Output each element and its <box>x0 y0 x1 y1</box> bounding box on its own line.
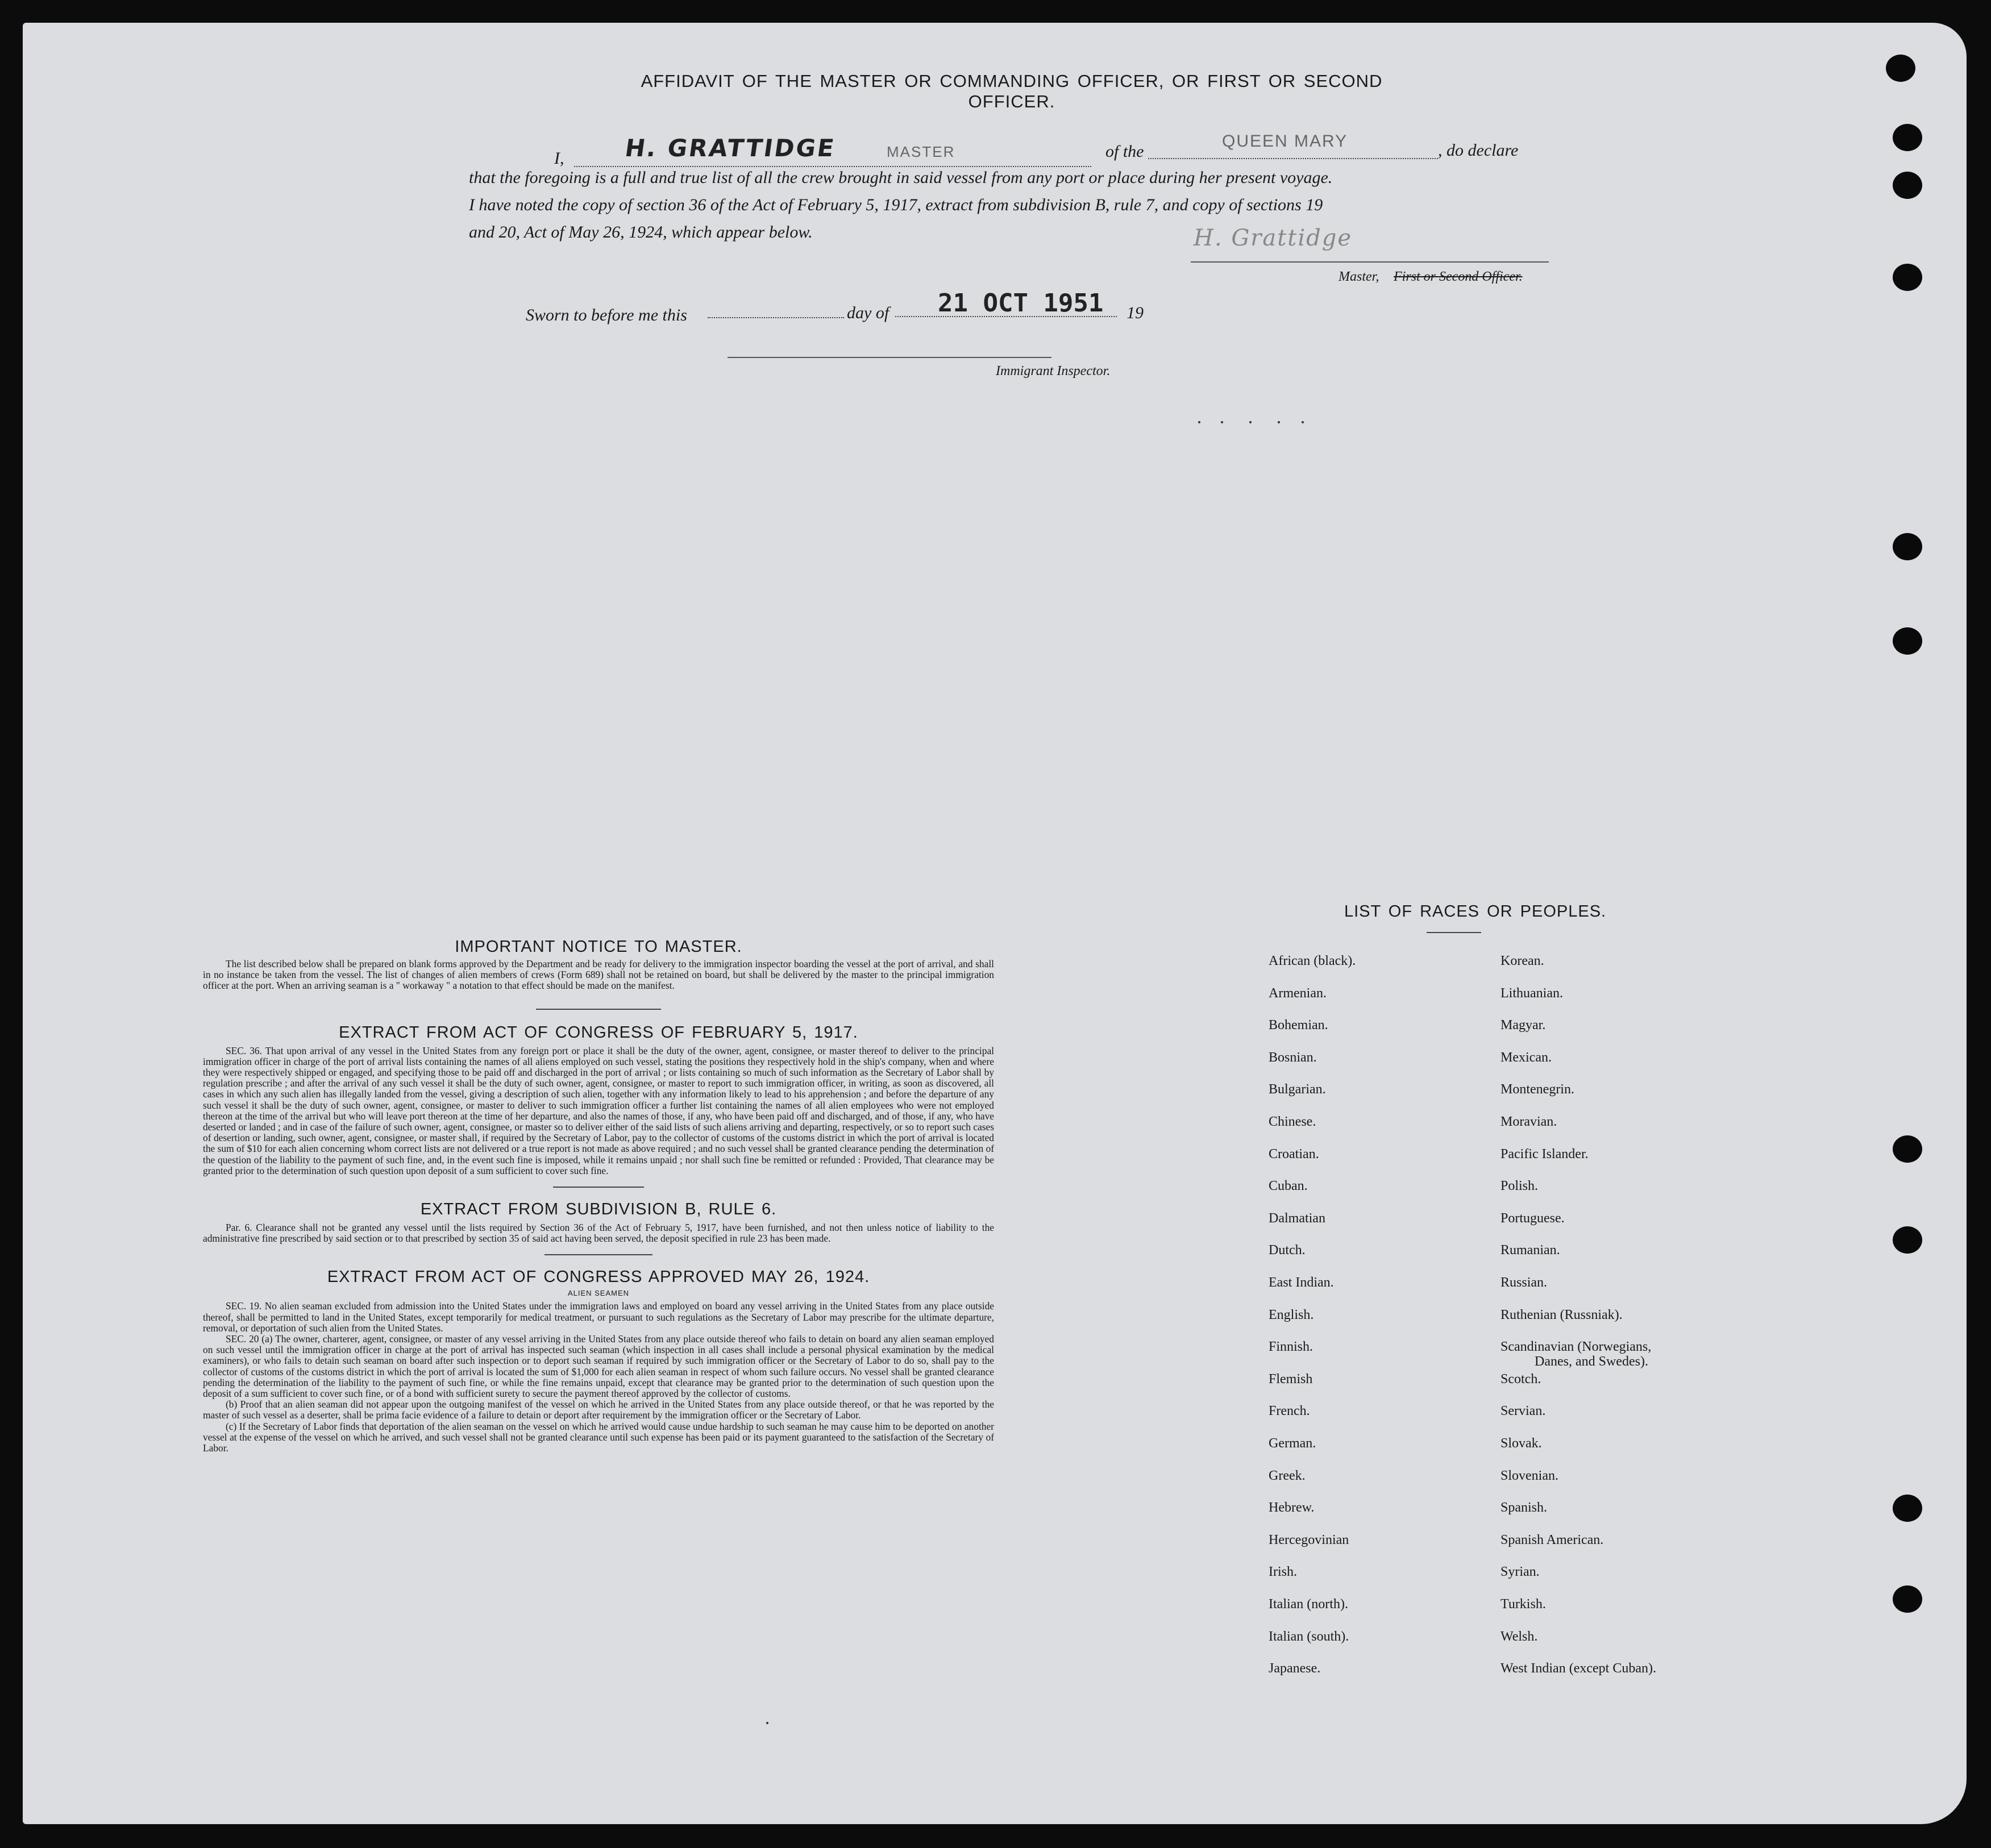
extract-1917-text <box>203 1046 994 1176</box>
race-item: Slovak. <box>1500 1436 1542 1451</box>
race-item: Bohemian. <box>1269 1018 1328 1033</box>
race-item: Scotch. <box>1500 1371 1541 1387</box>
section-19-text <box>203 1301 994 1334</box>
race-item: Spanish. <box>1500 1500 1548 1516</box>
punch-hole <box>1893 627 1922 655</box>
affidavit-title: AFFIDAVIT OF THE MASTER OR COMMANDING OFFICER, OR FIRST OR SECOND OFFICER. <box>641 71 1383 111</box>
do-declare-label: , do declare <box>1438 141 1519 160</box>
race-item: Pacific Islander. <box>1500 1146 1589 1162</box>
punch-hole <box>1886 55 1915 82</box>
punch-hole <box>1893 1226 1922 1254</box>
punch-hole <box>1893 1495 1922 1522</box>
race-item: Hebrew. <box>1269 1500 1315 1516</box>
race-item: African (black). <box>1269 954 1356 968</box>
inspector-label: Immigrant Inspector. <box>996 364 1111 378</box>
races-title: LIST OF RACES OR PEOPLES. <box>1344 902 1607 921</box>
race-item: Bosnian. <box>1269 1050 1317 1065</box>
race-item: Bulgarian. <box>1269 1082 1326 1097</box>
race-item: Korean. <box>1500 954 1544 968</box>
day-of-label: day of <box>847 303 889 322</box>
section-20a-body: SEC. 20 (a) The owner, charterer, agent, consignee, or master of any vessel arriving in the United States from any place outside thereof who fails to detain on board any alien seaman employed on such vessel until the immigration officer in charge at the port of arrival has inspected such seaman (which inspection in all cases shall include a personal physical examination by the medical examiners), or who fails to detain such seaman on board after such inspection or to deport such seaman if required by such immigration officer or the Secretary of Labor to do so, shall pay to the collector of customs of the customs district in which the port of arrival is located the sum of $1,000 for each alien seaman in respect of whom such failure occurs. No vessel shall be granted clearance pending the determination of the liability to the payment of such fine, or while the fine remains unpaid, except that clearance may be granted prior to the determination of such question upon the deposit of a sum sufficient to cover such fine, or of a bond with sufficient surety to secure the payment thereof approved by the collector of customs. <box>203 1333 994 1400</box>
affidavit-line-2: that the foregoing is a full and true list of all the crew brought in said vessel from any port or place during her present voyage. <box>469 168 1333 187</box>
race-item: Portuguese. <box>1500 1210 1565 1226</box>
race-item: Turkish. <box>1500 1597 1546 1612</box>
race-item: Italian (north). <box>1269 1597 1348 1612</box>
race-item: Magyar. <box>1500 1018 1546 1033</box>
extract-rule-6-title: EXTRACT FROM SUBDIVISION B, RULE 6. <box>420 1200 777 1219</box>
struck-officer-label: First or Second Officer. <box>1394 269 1523 284</box>
divider <box>536 1009 661 1010</box>
race-item-continuation: Danes, and Swedes). <box>1535 1354 1648 1370</box>
race-item: Flemish <box>1269 1371 1313 1387</box>
notice-title: IMPORTANT NOTICE TO MASTER. <box>455 938 742 956</box>
extract-1917-title: EXTRACT FROM ACT OF CONGRESS OF FEBRUARY 5, 1917. <box>339 1023 858 1042</box>
race-item: Dutch. <box>1269 1243 1306 1258</box>
vessel-line <box>1148 151 1438 159</box>
punch-hole <box>1893 1135 1922 1163</box>
race-item: Scandinavian (Norwegians, <box>1500 1339 1652 1355</box>
master-signature: H. Grattidge <box>1194 225 1353 251</box>
race-item: Mexican. <box>1500 1050 1552 1065</box>
race-item: Lithuanian. <box>1500 985 1563 1001</box>
race-item: Montenegrin. <box>1500 1082 1574 1097</box>
section-20a-text <box>203 1334 994 1399</box>
notice-text <box>203 959 994 992</box>
race-item: Irish. <box>1269 1564 1297 1580</box>
speck <box>1302 421 1304 423</box>
punch-hole <box>1893 1585 1922 1613</box>
vessel-name: QUEEN MARY <box>1222 132 1348 151</box>
race-item: Slovenian. <box>1500 1468 1558 1483</box>
race-item: Chinese. <box>1269 1114 1316 1129</box>
signature-line <box>1191 261 1549 263</box>
section-20b-text <box>203 1399 994 1421</box>
rank-stamp: MASTER <box>887 143 955 160</box>
race-item: Japanese. <box>1269 1661 1321 1676</box>
section-20c-body: (c) If the Secretary of Labor finds that deportation of the alien seaman on the vessel on which he arrived would cause undue hardship to such seaman he may cause him to be deported on another vessel at the expense of the vessel on which he arrived, and such vessel shall not be granted clearance until such expense has been paid or its payment guaranteed to the satisfaction of the Secretary of Labor. <box>203 1420 994 1454</box>
race-item: Moravian. <box>1500 1114 1557 1129</box>
speck <box>1198 421 1200 423</box>
race-item: Finnish. <box>1269 1339 1314 1355</box>
race-item: Dalmatian <box>1269 1210 1325 1226</box>
race-item: East Indian. <box>1269 1275 1334 1290</box>
notices-column <box>203 938 994 1454</box>
affidavit-line-3: I have noted the copy of section 36 of the Act of February 5, 1917, extract from subdivision B, rule 7, and copy of sections 19 <box>469 195 1323 214</box>
race-item: Croatian. <box>1269 1146 1319 1162</box>
race-item: Ruthenian (Russniak). <box>1500 1307 1623 1322</box>
punch-hole <box>1893 264 1922 291</box>
speck <box>1249 421 1252 423</box>
alien-seamen-subtitle: ALIEN SEAMEN <box>567 1289 630 1298</box>
sworn-day-line <box>708 310 844 318</box>
race-item: Greek. <box>1269 1468 1306 1483</box>
i-label: I, <box>554 149 564 168</box>
race-item: Polish. <box>1500 1179 1539 1194</box>
race-item: Rumanian. <box>1500 1243 1560 1258</box>
date-stamp: 21 OCT 1951 <box>938 289 1104 318</box>
race-item: Servian. <box>1500 1404 1546 1419</box>
race-item: French. <box>1269 1404 1310 1419</box>
affidavit-line-4: and 20, Act of May 26, 1924, which appear below. <box>469 223 813 242</box>
master-label: Master, <box>1339 269 1379 284</box>
speck <box>1278 421 1280 423</box>
of-the-label: of the <box>1105 142 1144 161</box>
race-item: German. <box>1269 1436 1316 1451</box>
race-item: Hercegovinian <box>1269 1532 1349 1547</box>
extract-rule-6-text <box>203 1222 994 1244</box>
speck <box>766 1722 768 1724</box>
section-20c-text <box>203 1421 994 1454</box>
race-item: Syrian. <box>1500 1564 1540 1580</box>
punch-hole <box>1893 124 1922 151</box>
year-prefix: 19 <box>1127 303 1144 322</box>
race-item: Welsh. <box>1500 1629 1538 1644</box>
extract-1924-title: EXTRACT FROM ACT OF CONGRESS APPROVED MAY 26, 1924. <box>327 1268 870 1287</box>
punch-hole <box>1893 533 1922 560</box>
race-item: West Indian (except Cuban). <box>1500 1661 1656 1676</box>
race-item: Spanish American. <box>1500 1532 1604 1547</box>
paragraph-6-body: Par. 6. Clearance shall not be granted any vessel until the lists required by Section 36 of the Act of February 5, 1917, have been furnished, and not then unless notice of liability to the administrative fine prescribed by said section or to that prescribed by section 35 of said act having been served, the deposit specified in rule 23 has been made. <box>203 1222 994 1245</box>
punch-hole <box>1893 172 1922 199</box>
section-36-body: SEC. 36. That upon arrival of any vessel in the United States from any foreign port or place it shall be the duty of the owner, agent, consignee, or master thereof to deliver to the principal immigration officer in charge of the port of arrival lists containing the names of all aliens employed on such vessel, stating the positions they respectively hold in the ship's company, when and where they were respectively shipped or engaged, and specifying those to be paid off and discharged in the port of arrival ; or lists containing so much of such information as the Secretary of Labor shall by regulation prescribe ; and after the arrival of any such vessel it shall be the duty of such owner, agent, consignee, or master to report to such immigration officer, in writing, as soon as discovered, all cases in which any such alien has illegally landed from the vessel, giving a description of such alien, together with any information likely to lead to his apprehension ; and before the departure of any such vessel it shall be the duty of such owner, agent, consignee, or master to deliver to such immigration officer a further list containing the names of all alien employees who were not employed thereon at the time of the arrival but who will leave port thereon at the time of her departure, and also the names of those, if any, who have been paid off and discharged, and of those, if any, who have deserted or landed ; and in case of the failure of such owner, agent, consignee, or master so to deliver either of the said lists of such aliens arriving and departing, respectively, or so to report such cases of desertion or landing, such owner, agent, consignee, or master shall, if required by the Secretary of Labor, pay to the collector of customs of the customs district in which the port of arrival is located the sum of $10 for each alien concerning whom correct lists are not delivered or a true report is not made as above required ; and no such vessel shall be granted clearance pending the determination of the question of the liability to the payment of such fine, and, in the event such fine is imposed, while it remains unpaid ; nor shall such fine be remitted or refunded : Provided, That clearance may be granted prior to the determination of such question upon deposit of a sum sufficient to cover such fine. <box>203 1044 994 1176</box>
race-item: Armenian. <box>1269 985 1327 1001</box>
sworn-label: Sworn to before me this <box>526 306 687 324</box>
notice-body: The list described below shall be prepared on blank forms approved by the Department and be ready for delivery to the immigration inspector boarding the vessel at the port of arrival, and shall in no instance be taken from the vessel. The list of changes of alien members of crews (Form 689) shall not be retained on board, but shall be delivered by the master to the principal immigration officer at the port. When an arriving seaman is a " workaway " a notation to that effect should be made on the manifest. <box>203 958 994 992</box>
race-item: Italian (south). <box>1269 1629 1349 1644</box>
race-item: English. <box>1269 1307 1314 1322</box>
divider <box>544 1254 652 1255</box>
section-19-body: SEC. 19. No alien seaman excluded from admission into the United States under the immigration laws and employed on board any vessel arriving in the United States from any place outside thereof, shall be permitted to land in the United States, except temporarily for medical treatment, or pursuant to such regulations as the Secretary of Labor may prescribe for the ultimate departure, removal, or deportation of such alien from the United States. <box>203 1300 994 1334</box>
speck <box>1221 421 1223 423</box>
section-20b-body: (b) Proof that an alien seaman did not appear upon the outgoing manifest of the vessel on which he arrived in the United States from any place outside thereof, or that he was reported by the master of such vessel as a deserter, shall be prima facie evidence of a failure to detain or deport after requirement by the immigration officer or the Secretary of Labor. <box>203 1399 994 1421</box>
race-item: Russian. <box>1500 1275 1548 1290</box>
divider <box>553 1187 644 1188</box>
master-name: H. GRATTIDGE <box>623 134 838 162</box>
inspector-line <box>728 357 1051 358</box>
races-title-rule <box>1427 932 1481 933</box>
race-item: Cuban. <box>1269 1179 1308 1194</box>
